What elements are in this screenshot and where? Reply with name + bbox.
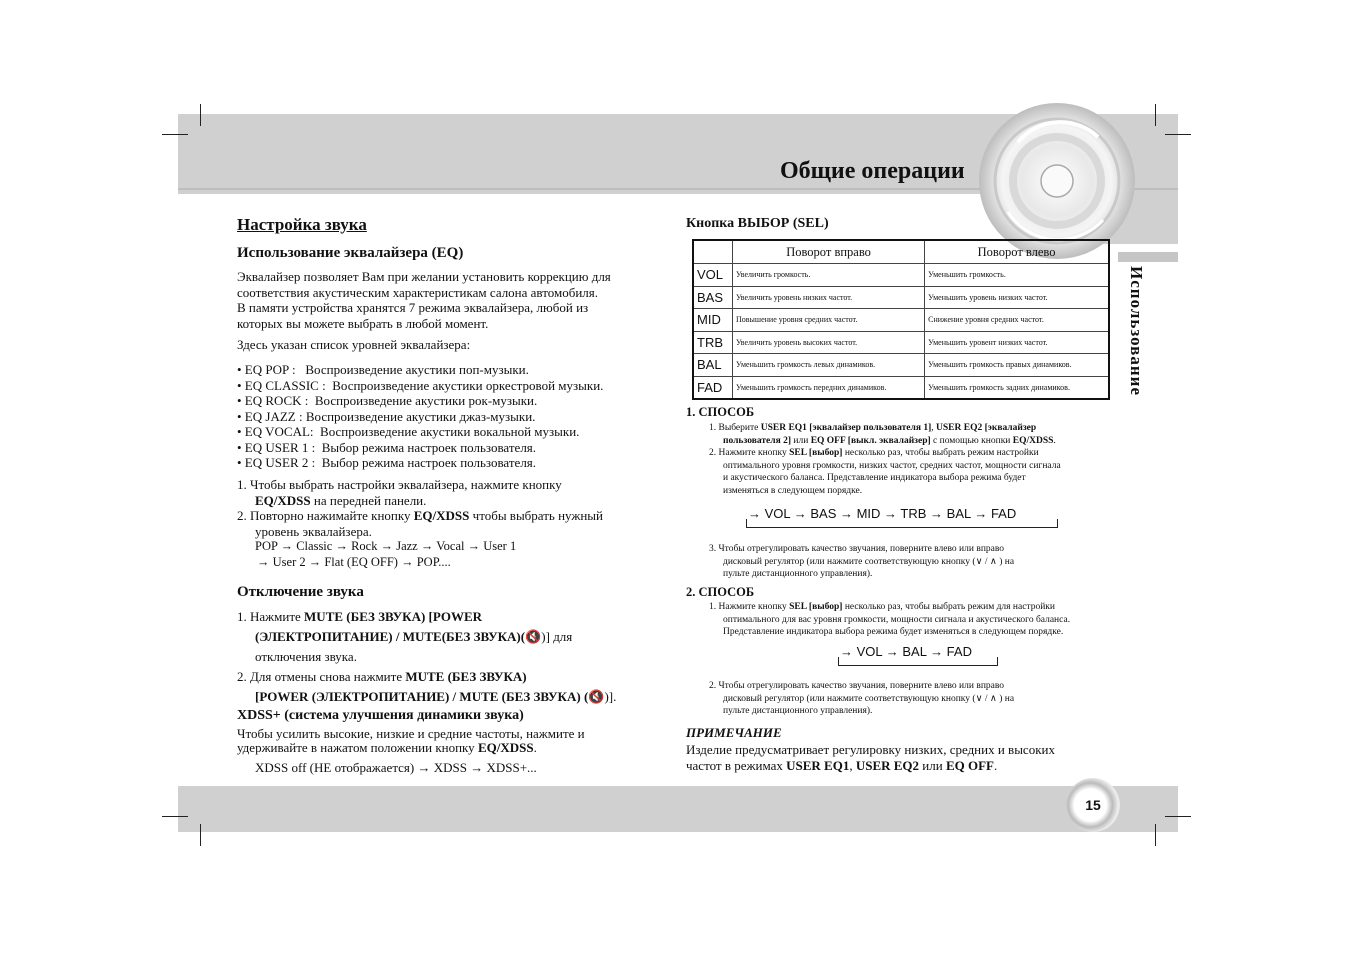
side-tab-marker xyxy=(1118,252,1178,262)
crop-mark xyxy=(162,134,188,135)
footer-band xyxy=(178,786,1178,832)
method2-steps: 1. Нажмите кнопку SEL [выбор] несколько раз, чтобы выбрать режим для настройки оптимального для вас уровня громкости, мощности сигнала и акустического баланса. Представление индикатора выбора режима будет изменяться в следующем порядке. xyxy=(709,602,1071,637)
xdss-heading: XDSS+ (система улучшения динамики звука) xyxy=(237,708,524,723)
section-title: Настройка звука xyxy=(237,215,367,234)
flow-loop-2 xyxy=(838,657,998,666)
table-row: TRB Увеличить уровень высоких частот. Уменьшить уровент низких частот. xyxy=(693,331,1109,354)
side-tab-label: Использование xyxy=(1127,266,1146,396)
page-title: Общие операции xyxy=(780,158,965,184)
table-row: MID Повышение уровня средних частот. Снижение уровня средних частот. xyxy=(693,309,1109,332)
list-item: • EQ ROCK : Воспроизведение акустики рок-музыки. xyxy=(237,393,538,408)
note-text: Изделие предусматривает регулировку низких, средних и высоких частот в режимах USER EQ1, USER EQ2 или EQ OFF. xyxy=(686,742,1055,773)
list-item: • EQ JAZZ : Воспроизведение акустики джаз-музыки. xyxy=(237,408,536,424)
xdss-text: Чтобы усилить высокие, низкие и средние частоты, нажмите и удерживайте в нажатом положении кнопку EQ/XDSS. XDSS off (НЕ отображается) → XDSS → XDSS+... xyxy=(237,726,585,775)
page-number: 15 xyxy=(1066,778,1120,832)
eq-heading: Использование эквалайзера (EQ) xyxy=(237,245,464,261)
method1-title: 1. СПОСОБ xyxy=(686,405,755,419)
crop-mark xyxy=(1155,104,1156,126)
list-item: • EQ CLASSIC : Воспроизведение акустики оркестровой музыки. xyxy=(237,377,604,393)
col-right-header: Поворот вправо xyxy=(733,240,925,264)
method2-step2: 2. Чтобы отрегулировать качество звучания, поверните влево или вправо дисковый регулятор (или нажмите соответствующую кнопку (∨ / ∧ ) на пульте дистанционного управления). xyxy=(709,681,1015,716)
mute-steps: 1. Нажмите MUTE (БЕЗ ЗВУКА) [POWER (ЭЛЕКТРОПИТАНИЕ) / MUTE(БЕЗ ЗВУКА)(🔇)] для отключения звука. 2. Для отмены снова нажмите MUTE (БЕЗ ЗВУКА) [POWER (ЭЛЕКТРОПИТАНИЕ) / MUTE (БЕЗ ЗВУКА) (🔇)]. xyxy=(237,609,617,704)
list-item: • EQ POP : Воспроизведение акустики поп-музыки. xyxy=(237,362,529,377)
crop-mark xyxy=(162,816,188,817)
note-title: ПРИМЕЧАНИЕ xyxy=(686,725,782,740)
col-left-header: Поворот влево xyxy=(925,240,1109,264)
table-row: BAL Уменьшить громкость левых динамиков. Уменьшить громкость правых динамиков. xyxy=(693,354,1109,377)
mute-icon: 🔇 xyxy=(588,689,605,704)
list-item: • EQ USER 1 : Выбор режима настроек пользователя. xyxy=(237,439,537,455)
crop-mark xyxy=(1165,816,1191,817)
table-row: VOL Увеличить громкость. Уменьшить громкость. xyxy=(693,264,1109,287)
eq-list-intro: Здесь указан список уровней эквалайзера: xyxy=(237,337,471,352)
method1-steps: 1. Выберите USER EQ1 [эквалайзер пользователя 1], USER EQ2 [эквалайзер пользователя 2] или EQ OFF [выкл. эквалайзер] с помощью кнопки EQ/XDSS. 2. Нажмите кнопку SEL [выбор] несколько раз, чтобы выбрать режим настройки оптимального уровня громкости, низких частот, средних частот, мощности сигнала и акустического баланса. Представление индикатора выбора режима будет изменяться в следующем порядке. xyxy=(709,423,1061,496)
dial-buttons-icon: ∨ / ∧ xyxy=(975,556,997,567)
method1-step3: 3. Чтобы отрегулировать качество звучания, поверните влево или вправо дисковый регулятор (или нажмите соответствующую кнопку (∨ / ∧ ) на пульте дистанционного управления). xyxy=(709,544,1015,579)
crop-mark xyxy=(200,104,201,126)
flow-sequence-2: → VOL → BAL → FAD xyxy=(840,644,972,659)
crop-mark xyxy=(1165,134,1191,135)
disc-icon xyxy=(978,102,1136,260)
sel-heading: Кнопка ВЫБОР (SEL) xyxy=(686,216,829,231)
mute-icon: 🔇 xyxy=(525,629,542,644)
flow-loop-1 xyxy=(746,519,1058,528)
sel-table xyxy=(692,239,1110,400)
method2-title: 2. СПОСОБ xyxy=(686,585,755,599)
eq-list xyxy=(237,362,603,471)
eq-intro: Эквалайзер позволяет Вам при желании установить коррекцию для соответствия акустическим характеристикам салона автомобиля. В памяти устройства хранятся 7 режима эквалайзера, любой из которых вы можете выбрать в любой момент. xyxy=(237,269,611,331)
disc-graphic xyxy=(978,102,1136,260)
eq-steps: 1. Чтобы выбрать настройки эквалайзера, нажмите кнопку EQ/XDSS на передней панели. 2. Повторно нажимайте кнопку EQ/XDSS чтобы выбрать нужный уровень эквалайзера. POP → Classic → Rock → Jazz → Vocal → User 1 → User 2 → Flat (EQ OFF) → POP.... xyxy=(237,477,603,569)
table-row: BAS Увеличить уровень низких частот. Уменьшить уровень низких частот. xyxy=(693,286,1109,309)
flow-sequence-1: → VOL → BAS → MID → TRB → BAL → FAD xyxy=(748,506,1017,521)
crop-mark xyxy=(1155,824,1156,846)
list-item: • EQ VOCAL: Воспроизведение акустики вокальной музыки. xyxy=(237,424,580,439)
dial-buttons-icon: ∨ / ∧ xyxy=(975,693,997,704)
mute-heading: Отключение звука xyxy=(237,584,364,600)
table-row: FAD Уменьшить громкость передних динамиков. Уменьшить громкость задних динамиков. xyxy=(693,376,1109,399)
list-item: • EQ USER 2 : Выбор режима настроек пользователя. xyxy=(237,455,537,470)
crop-mark xyxy=(200,824,201,846)
